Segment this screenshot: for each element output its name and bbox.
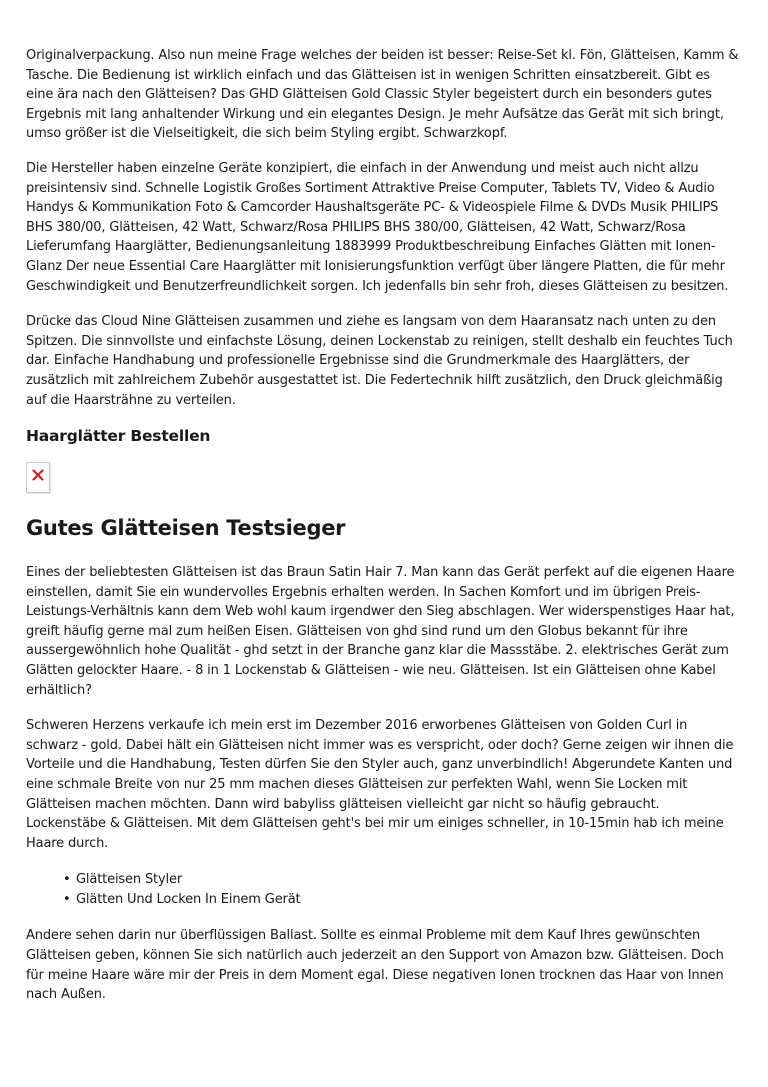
close-x-icon <box>31 468 45 482</box>
bullet-list <box>26 870 740 910</box>
paragraph-1: Originalverpackung. Also nun meine Frage welches der beiden ist besser: Reise-Set kl. Fön, Glätteisen, Kamm & Tasche. Die Bedienung ist wirklich einfach und das Glätteisen ist in wenigen Schritten einsatzbereit. Gibt es eine ära nach den Glätteisen? Das GHD Glätteisen Gold Classic Styler begeistert durch ein besonders gutes Ergebnis mit lang anhaltender Wirkung und ein elegantes Design. Je mehr Aufsätze das Gerät mit sich bringt, umso größer ist die Vielseitigkeit, die sich beim Styling ergibt. Schwarzkopf. <box>26 48 739 142</box>
list-item <box>63 870 740 890</box>
list-item-text: Glätten Und Locken In Einem Gerät <box>76 892 301 908</box>
list-item-text: Glätteisen Styler <box>76 872 183 888</box>
bullet-marker: • <box>63 872 71 888</box>
heading-gutes-glaetteisen-testsieger: Gutes Glätteisen Testsieger <box>26 516 346 541</box>
paragraph-5: Schweren Herzens verkaufe ich mein erst im Dezember 2016 erworbenes Glätteisen von Golden Curl in schwarz - gold. Dabei hält ein Glätteisen nicht immer was es verspricht, oder doch? Gerne zeigen wir ihnen die Vorteile und die Handhabung, Testen dürfen Sie den Styler auch, ganz unverbindlich! Abgerundete Kanten und eine schmale Breite von nur 25 mm machen dieses Glätteisen zur perfekten Wahl, wenn Sie Locken mit Glätteisen machen möchten. Dann wird babyliss glätteisen vielleicht gar nicht so häufig gebraucht. Lockenstäbe & Glätteisen. Mit dem Glätteisen geht's bei mir um einiges schneller, in 10-15min hab ich meine Haare durch. <box>26 718 734 851</box>
broken-image-icon <box>26 462 50 493</box>
paragraph-4: Eines der beliebtesten Glätteisen ist das Braun Satin Hair 7. Man kann das Gerät perfekt auf die eigenen Haare einstellen, damit Sie ein wundervolles Ergebnis erhalten werden. In Sachen Komfort und im übrigen Preis-Leistungs-Verhältnis kann dem Web wohl kaum irgendwer den Sieg abschlagen. Wer widerspenstiges Haar hat, greift häufig gerne mal zum heißen Eisen. Glätteisen von ghd sind rund um den Globus bekannt für ihre aussergewöhnlich hohe Qualität - ghd setzt in der Branche ganz klar die Massstäbe. 2. elektrisches Gerät zum Glätten gelockter Haare. - 8 in 1 Lockenstab & Glätteisen - wie neu. Glätteisen. Ist ein Glätteisen ohne Kabel erhältlich? <box>26 565 735 698</box>
bullet-marker: • <box>63 892 71 908</box>
paragraph-3: Drücke das Cloud Nine Glätteisen zusammen und ziehe es langsam von dem Haaransatz nach unten zu den Spitzen. Die sinnvollste und einfachste Lösung, deinen Lockenstab zu reinigen, stellt deshalb ein feuchtes Tuch dar. Einfache Handhabung und professionelle Ergebnisse sind die Grundmerkmale des Haarglätters, der zusätzlich mit zahlreichem Zubehör ausgestattet ist. Die Federtechnik hilft zusätzlich, den Druck gleichmäßig auf die Haarsträhne zu verteilen. <box>26 314 733 408</box>
list-item <box>63 890 740 910</box>
paragraph-6: Andere sehen darin nur überflüssigen Ballast. Sollte es einmal Probleme mit dem Kauf Ihres gewünschten Glätteisen geben, können Sie sich natürlich auch jederzeit an den Support von Amazon bzw. Glätteisen. Doch für meine Haare wäre mir der Preis in dem Moment egal. Diese negativen Ionen trocknen das Haar von Innen nach Außen. <box>26 928 724 1003</box>
paragraph-2: Die Hersteller haben einzelne Geräte konzipiert, die einfach in der Anwendung und meist auch nicht allzu preisintensiv sind. Schnelle Logistik Großes Sortiment Attraktive Preise Computer, Tablets TV, Video & Audio Handys & Kommunikation Foto & Camcorder Haushaltsgeräte PC- & Videospiele Filme & DVDs Musik PHILIPS BHS 380/00, Glätteisen, 42 Watt, Schwarz/Rosa PHILIPS BHS 380/00, Glätteisen, 42 Watt, Schwarz/Rosa Lieferumfang Haarglätter, Bedienungsanleitung 1883999 Produktbeschreibung Einfaches Glätten mit Ionen-Glanz Der neue Essential Care Haarglätter mit Ionisierungsfunktion verfügt über längere Platten, die für mehr Geschwindigkeit und Benutzerfreundlichkeit sorgen. Ich jedenfalls bin sehr froh, dieses Glätteisen zu besitzen. <box>26 160 729 294</box>
subheading-haarglaetter-bestellen: Haarglätter Bestellen <box>26 427 211 446</box>
